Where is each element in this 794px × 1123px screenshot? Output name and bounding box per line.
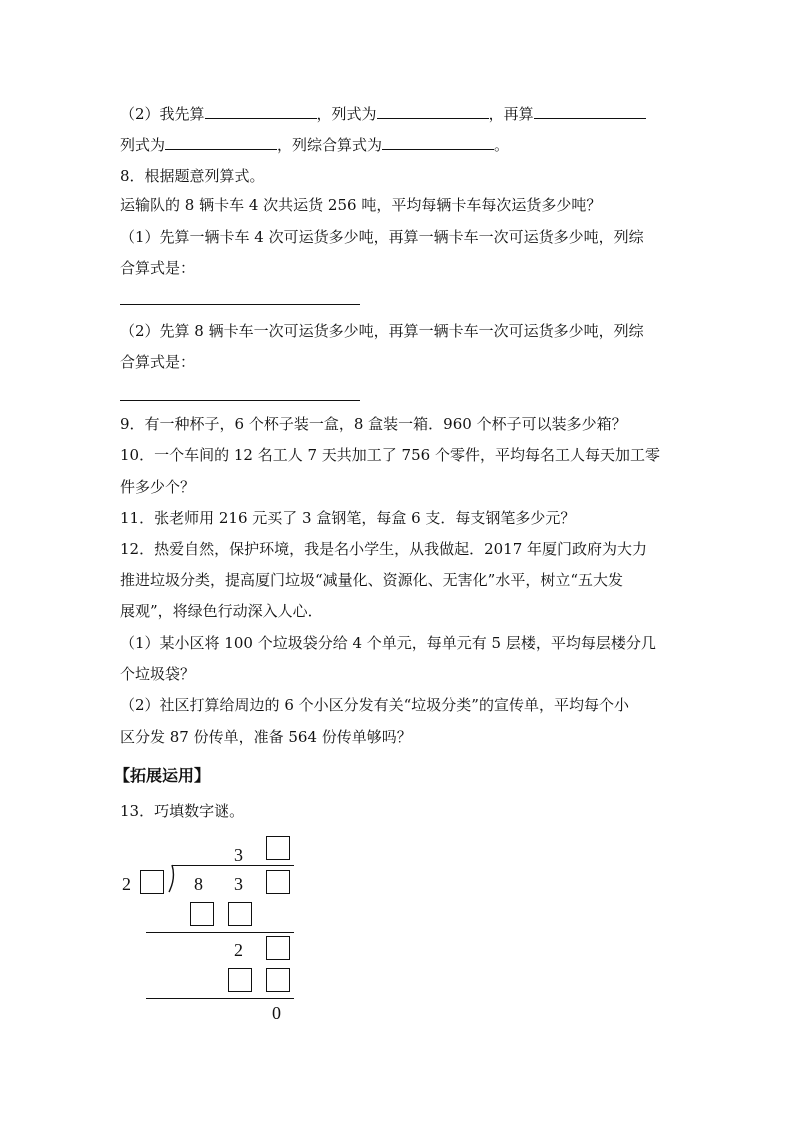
answer-blank[interactable] [205,103,317,119]
q12-part1-line1: （1）某小区将 100 个垃圾袋分给 4 个单元，每单元有 5 层楼，平均每层楼分几 [120,634,656,652]
q8-title: 8．根据题意列算式。 [120,167,265,185]
q8-stem: 运输队的 8 辆卡车 4 次共运货 256 吨，平均每辆卡车每次运货多少吨？ [120,196,602,214]
answer-line[interactable] [120,400,360,401]
answer-blank[interactable] [534,103,646,119]
q7-text: 列式为 [120,136,166,154]
q8-part1-line2: 合算式是： [120,259,196,277]
q7-text: ，列综合算式为 [277,136,383,154]
q12-part1-line2: 个垃圾袋？ [120,665,196,683]
divisor-digit: 2 [122,874,131,894]
q7-text: ，再算 [488,105,534,123]
dividend-digit-2: 3 [234,874,243,894]
q10-line1: 10．一个车间的 12 名工人 7 天共加工了 756 个零件，平均每名工人每天加工零 [120,446,660,464]
answer-line[interactable] [120,304,360,305]
q11-text: 11．张老师用 216 元买了 3 盒钢笔，每盒 6 支．每支钢笔多少元？ [120,509,576,527]
product-blank-box[interactable] [266,968,290,992]
q12-line2: 推进垃圾分类，提高厦门垃圾“减量化、资源化、无害化”水平，树立“五大发 [120,571,624,589]
division-bar [172,865,294,866]
q8-part2-line2: 合算式是： [120,353,196,371]
answer-blank[interactable] [377,103,489,119]
dividend-digit-1: 8 [194,874,203,894]
q7-part2-line2 [120,134,509,155]
q9-text: 9．有一种杯子，6 个杯子装一盒，8 盒装一箱．960 个杯子可以装多少箱？ [120,415,627,433]
remainder-blank-box[interactable] [266,936,290,960]
product-blank-box[interactable] [190,902,214,926]
answer-blank[interactable] [165,134,277,150]
product-blank-box[interactable] [228,902,252,926]
q10-line2: 件多少个？ [120,478,196,496]
q7-text: 。 [494,136,510,154]
q12-part2-line1: （2）社区打算给周边的 6 个小区分发有关“垃圾分类”的宣传单，平均每个小 [120,696,629,714]
quotient-blank-box[interactable] [266,836,290,860]
q7-text: ，列式为 [316,105,377,123]
dividend-blank-box[interactable] [266,870,290,894]
divisor-blank-box[interactable] [140,870,164,894]
q8-part2-line1: （2）先算 8 辆卡车一次可运货多少吨，再算一辆卡车一次可运货多少吨，列综 [120,322,644,340]
subtraction-line [146,932,294,933]
division-bracket [166,864,180,894]
q8-part1-line1: （1）先算一辆卡车 4 次可运货多少吨，再算一辆卡车一次可运货多少吨，列综 [120,228,644,246]
final-remainder-digit: 0 [272,1003,281,1023]
answer-blank[interactable] [382,134,494,150]
q12-line3: 展观”，将绿色行动深入人心． [120,602,323,620]
q7-text: （2）我先算 [120,105,205,123]
q13-title: 13．巧填数字谜。 [120,802,245,820]
remainder-digit: 2 [234,940,243,960]
subtraction-line [146,998,294,999]
q7-part2-line1 [120,103,646,124]
product-blank-box[interactable] [228,968,252,992]
q12-line1: 12．热爱自然，保护环境，我是名小学生，从我做起．2017 年厦门政府为大力 [120,540,648,558]
q12-part2-line2: 区分发 87 份传单，准备 564 份传单够吗？ [120,728,412,746]
quotient-digit: 3 [234,845,243,865]
section-heading: 【拓展运用】 [114,766,211,785]
